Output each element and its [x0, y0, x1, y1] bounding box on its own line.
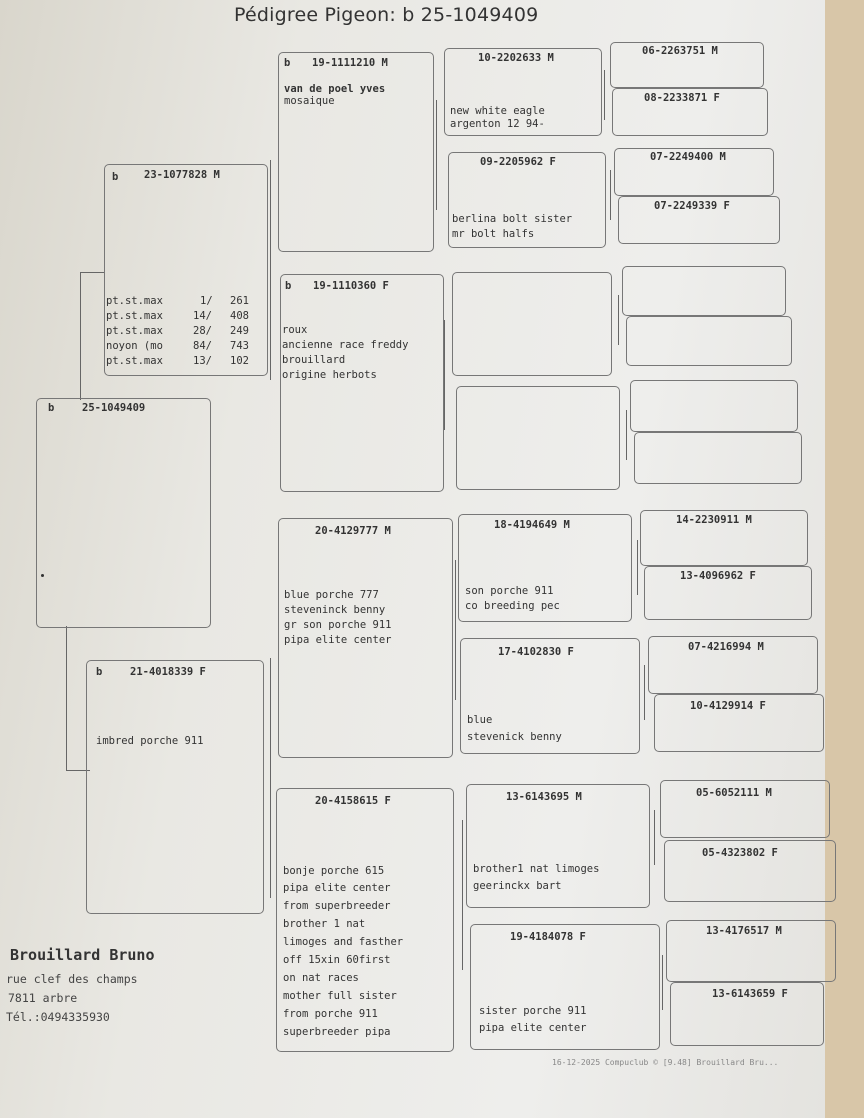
fff-note: new white eagle [450, 105, 545, 117]
footer-text: 16-12-2025 Compuclub © [9.48] Brouillard Bru... [552, 1058, 779, 1067]
connector-line [637, 540, 638, 595]
ff-note: mosaique [284, 95, 335, 107]
mff-note: co breeding pec [465, 600, 560, 612]
connector-line [444, 320, 445, 430]
mm-note: limoges and fasther [283, 936, 404, 948]
g4-ring: 13-6143659 F [712, 988, 788, 1000]
page-title: Pédigree Pigeon: b 25-1049409 [234, 4, 539, 26]
result-race: pt.st.max [106, 355, 163, 367]
subject-box [36, 398, 211, 628]
connector-line [455, 560, 456, 700]
mfm-note: stevenick benny [467, 731, 562, 743]
mf-note: pipa elite center [284, 634, 392, 646]
result-total: 743 [230, 340, 249, 352]
mark-dot [41, 574, 44, 577]
fm-ring: 19-1110360 F [313, 280, 389, 292]
result-place: 13/ [193, 355, 212, 367]
fm-note: ancienne race freddy [282, 339, 409, 351]
result-place: 14/ [193, 310, 212, 322]
result-total: 408 [230, 310, 249, 322]
connector-line [644, 665, 645, 720]
mother-ring: 21-4018339 F [130, 666, 206, 678]
mmf-ring: 13-6143695 M [506, 791, 582, 803]
g4-ring: 13-4096962 F [680, 570, 756, 582]
g4-ring: 06-2263751 M [642, 45, 718, 57]
mff-ring: 18-4194649 M [494, 519, 570, 531]
fm-note: brouillard [282, 354, 346, 366]
fff-note: argenton 12 94- [450, 118, 545, 130]
ff-prefix: b [284, 57, 291, 69]
fmf-box [452, 272, 612, 376]
owner-street: rue clef des champs [6, 972, 138, 986]
subject-prefix: b [48, 402, 55, 414]
mf-note: gr son porche 911 [284, 619, 392, 631]
result-total: 261 [230, 295, 249, 307]
subject-ring: 25-1049409 [82, 402, 146, 414]
result-race: pt.st.max [106, 295, 163, 307]
owner-name: Brouillard Bruno [10, 946, 155, 964]
fm-note: origine herbots [282, 369, 377, 381]
g4-box [630, 380, 798, 432]
result-place: 28/ [193, 325, 212, 337]
mfm-ring: 17-4102830 F [498, 646, 574, 658]
result-total: 102 [230, 355, 249, 367]
mm-note: superbreeder pipa [283, 1026, 391, 1038]
mm-note: mother full sister [283, 990, 397, 1002]
g4-ring: 14-2230911 M [676, 514, 752, 526]
connector-line [80, 272, 104, 273]
g4-box [626, 316, 792, 366]
connector-line [662, 955, 663, 1010]
connector-line [462, 820, 463, 970]
mmm-ring: 19-4184078 F [510, 931, 586, 943]
g4-ring: 07-2249339 F [654, 200, 730, 212]
ff-note: van de poel yves [284, 83, 386, 95]
mm-note: brother 1 nat [283, 918, 366, 930]
fm-prefix: b [285, 280, 292, 292]
mother-note: imbred porche 911 [96, 735, 204, 747]
result-race: pt.st.max [106, 325, 163, 337]
connector-line [270, 658, 271, 898]
connector-line [626, 410, 627, 460]
owner-phone: Tél.:0494335930 [6, 1010, 110, 1024]
father-prefix: b [112, 171, 119, 183]
mm-note: off 15xin 60first [283, 954, 391, 966]
g4-box [634, 432, 802, 484]
result-place: 84/ [193, 340, 212, 352]
g4-ring: 10-4129914 F [690, 700, 766, 712]
mm-ring: 20-4158615 F [315, 795, 391, 807]
result-race: pt.st.max [106, 310, 163, 322]
connector-line [436, 100, 437, 210]
fff-ring: 10-2202633 M [478, 52, 554, 64]
mmf-note: geerinckx bart [473, 880, 562, 892]
connector-line [610, 170, 611, 220]
g4-ring: 13-4176517 M [706, 925, 782, 937]
mm-note: on nat races [283, 972, 359, 984]
result-race: noyon (mo [106, 340, 163, 352]
ffm-note: mr bolt halfs [452, 228, 535, 240]
mff-note: son porche 911 [465, 585, 554, 597]
g4-ring: 07-2249400 M [650, 151, 726, 163]
ffm-ring: 09-2205962 F [480, 156, 556, 168]
connector-line [618, 295, 619, 345]
mf-note: steveninck benny [284, 604, 386, 616]
mm-note: from superbreeder [283, 900, 391, 912]
g4-ring: 08-2233871 F [644, 92, 720, 104]
connector-line [270, 160, 271, 380]
g4-ring: 05-6052111 M [696, 787, 772, 799]
mm-note: pipa elite center [283, 882, 391, 894]
result-total: 249 [230, 325, 249, 337]
g4-ring: 07-4216994 M [688, 641, 764, 653]
mm-note: bonje porche 615 [283, 865, 385, 877]
connector-line [604, 70, 605, 120]
ff-ring: 19-1111210 M [312, 57, 388, 69]
mf-note: blue porche 777 [284, 589, 379, 601]
connector-line [80, 272, 81, 400]
mf-ring: 20-4129777 M [315, 525, 391, 537]
result-place: 1/ [200, 295, 213, 307]
g4-box [622, 266, 786, 316]
fm-note: roux [282, 324, 308, 336]
fm-box [280, 274, 444, 492]
mmm-note: sister porche 911 [479, 1005, 587, 1017]
mfm-note: blue [467, 714, 493, 726]
mother-prefix: b [96, 666, 103, 678]
fmm-box [456, 386, 620, 490]
g4-ring: 05-4323802 F [702, 847, 778, 859]
mmm-note: pipa elite center [479, 1022, 587, 1034]
mother-box [86, 660, 264, 914]
mmf-note: brother1 nat limoges [473, 863, 600, 875]
connector-line [654, 810, 655, 865]
owner-city: 7811 arbre [8, 991, 78, 1005]
father-ring: 23-1077828 M [144, 169, 220, 181]
mm-note: from porche 911 [283, 1008, 378, 1020]
ffm-note: berlina bolt sister [452, 213, 573, 225]
connector-line [66, 626, 67, 770]
